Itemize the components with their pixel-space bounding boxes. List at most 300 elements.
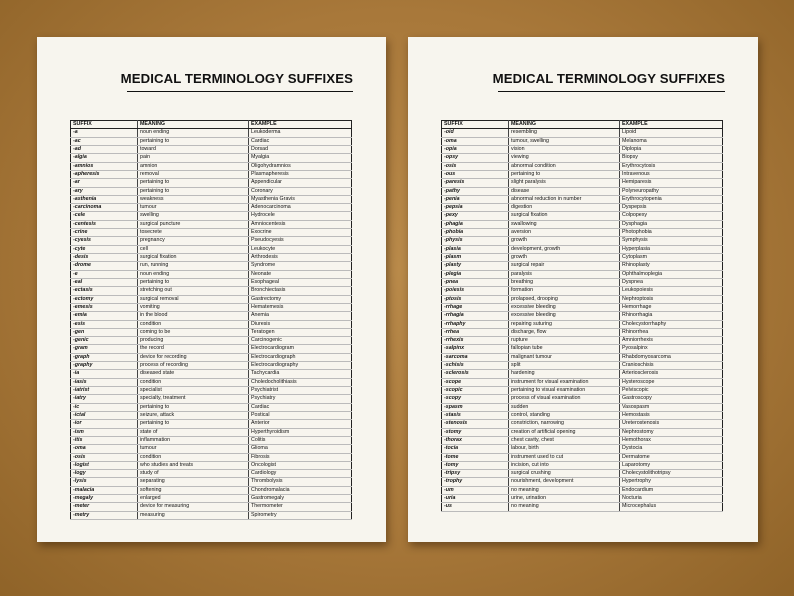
table-row: [442, 486, 723, 494]
meaning-cell: prolapsed, drooping: [509, 295, 620, 303]
suffix-cell: -ous: [442, 170, 509, 178]
table-row: [442, 179, 723, 187]
example-cell: Colpopexy: [620, 212, 723, 220]
example-cell: Amniorrhexis: [620, 337, 723, 345]
suffix-cell: -ictal: [71, 411, 138, 419]
example-cell: Fibrosis: [249, 453, 352, 461]
table-row: [71, 170, 352, 178]
suffix-table: [70, 120, 352, 520]
table-row: [71, 395, 352, 403]
suffix-cell: -pexy: [442, 212, 509, 220]
meaning-cell: inflammation: [138, 436, 249, 444]
example-cell: Anemia: [249, 312, 352, 320]
example-cell: Colitis: [249, 436, 352, 444]
table-row: [71, 420, 352, 428]
table-row: [442, 303, 723, 311]
meaning-cell: surgical crushing: [509, 470, 620, 478]
suffix-cell: -asthenia: [71, 195, 138, 203]
meaning-cell: seizure, attack: [138, 411, 249, 419]
suffix-cell: -plasm: [442, 254, 509, 262]
meaning-cell: pregnancy: [138, 237, 249, 245]
table-row: [442, 320, 723, 328]
suffix-cell: -salpinx: [442, 345, 509, 353]
suffix-cell: -itis: [71, 436, 138, 444]
example-cell: Leukoderma: [249, 129, 352, 137]
meaning-cell: pertaining to: [138, 187, 249, 195]
suffix-cell: -genic: [71, 337, 138, 345]
meaning-cell: disease: [509, 187, 620, 195]
table-row: [442, 229, 723, 237]
example-cell: Exocrine: [249, 229, 352, 237]
example-cell: Erythrocytosis: [620, 162, 723, 170]
meaning-cell: removal: [138, 170, 249, 178]
table-row: [71, 145, 352, 153]
table-row: [71, 453, 352, 461]
table-row: [71, 287, 352, 295]
table-row: [71, 378, 352, 386]
meaning-cell: aversion: [509, 229, 620, 237]
table-row: [71, 436, 352, 444]
example-cell: Dysphagia: [620, 220, 723, 228]
suffix-cell: -rrhaphy: [442, 320, 509, 328]
table-row: [71, 187, 352, 195]
suffix-cell: -cyte: [71, 245, 138, 253]
suffix-cell: -drome: [71, 262, 138, 270]
meaning-cell: separating: [138, 478, 249, 486]
suffix-cell: -uria: [442, 495, 509, 503]
example-cell: Tachycardia: [249, 370, 352, 378]
example-cell: Hyperplasia: [620, 245, 723, 253]
example-cell: Plasmapheresis: [249, 170, 352, 178]
table-row: [71, 445, 352, 453]
table-row: [71, 254, 352, 262]
example-cell: Nocturia: [620, 495, 723, 503]
table-row: [442, 254, 723, 262]
suffix-cell: -ary: [71, 187, 138, 195]
suffix-cell: -esis: [71, 320, 138, 328]
example-cell: Dystocia: [620, 445, 723, 453]
suffix-cell: -centesis: [71, 220, 138, 228]
example-cell: Hemostasis: [620, 411, 723, 419]
suffix-cell: -rrhagia: [442, 312, 509, 320]
suffix-cell: -scopic: [442, 387, 509, 395]
table-row: [71, 362, 352, 370]
table-row: [71, 312, 352, 320]
example-cell: Anterior: [249, 420, 352, 428]
table-row: [71, 129, 352, 137]
meaning-cell: pertaining to: [138, 420, 249, 428]
meaning-cell: repairing suturing: [509, 320, 620, 328]
table-row: [442, 295, 723, 303]
example-cell: Diuresis: [249, 320, 352, 328]
meaning-cell: enlarged: [138, 495, 249, 503]
page-title: MEDICAL TERMINOLOGY SUFFIXES: [492, 71, 725, 86]
table-row: [71, 237, 352, 245]
table-row: [442, 495, 723, 503]
suffix-cell: -amnios: [71, 162, 138, 170]
suffix-cell: -penia: [442, 195, 509, 203]
example-cell: Oligohydramnios: [249, 162, 352, 170]
table-header-row: [71, 121, 352, 129]
example-cell: Cytoplasm: [620, 254, 723, 262]
suffix-cell: -iatrist: [71, 387, 138, 395]
meaning-cell: study of: [138, 470, 249, 478]
table-row: [71, 511, 352, 519]
example-cell: Thrombolysis: [249, 478, 352, 486]
example-cell: Pseudocyesis: [249, 237, 352, 245]
example-cell: Intravenous: [620, 170, 723, 178]
suffix-cell: -opsy: [442, 154, 509, 162]
table-row: [442, 145, 723, 153]
meaning-cell: constriction, narrowing: [509, 420, 620, 428]
meaning-cell: weakness: [138, 195, 249, 203]
suffix-cell: -stenosis: [442, 420, 509, 428]
suffix-cell: -phagia: [442, 220, 509, 228]
meaning-cell: measuring: [138, 511, 249, 519]
example-cell: Hemorrhage: [620, 303, 723, 311]
suffix-cell: -logist: [71, 461, 138, 469]
meaning-cell: tumour: [138, 445, 249, 453]
meaning-cell: growth: [509, 254, 620, 262]
meaning-cell: tumour: [138, 204, 249, 212]
page-title: MEDICAL TERMINOLOGY SUFFIXES: [120, 71, 353, 86]
table-row: [442, 387, 723, 395]
table-row: [442, 353, 723, 361]
meaning-cell: pertaining to visual examination: [509, 387, 620, 395]
title-underline: [127, 91, 353, 92]
example-cell: Carcinogenic: [249, 337, 352, 345]
suffix-cell: -desis: [71, 254, 138, 262]
suffix-cell: -tripsy: [442, 470, 509, 478]
suffix-cell: -stasis: [442, 411, 509, 419]
table-row: [442, 195, 723, 203]
table-row: [442, 154, 723, 162]
example-cell: Choledocholithiasis: [249, 378, 352, 386]
table-row: [71, 353, 352, 361]
suffix-cell: -tomy: [442, 461, 509, 469]
meaning-cell: vomiting: [138, 303, 249, 311]
meaning-cell: pertaining to: [138, 278, 249, 286]
table-header-row: [442, 121, 723, 129]
table-row: [71, 245, 352, 253]
suffix-cell: -oma: [71, 445, 138, 453]
table-row: [442, 420, 723, 428]
suffix-cell: -pathy: [442, 187, 509, 195]
example-cell: Dorsad: [249, 145, 352, 153]
example-cell: Cardiology: [249, 470, 352, 478]
suffix-cell: -graph: [71, 353, 138, 361]
meaning-cell: malignant tumour: [509, 353, 620, 361]
example-cell: Chondromalacia: [249, 486, 352, 494]
suffix-cell: -emesis: [71, 303, 138, 311]
meaning-cell: surgical removal: [138, 295, 249, 303]
table-row: [442, 453, 723, 461]
suffix-cell: -trophy: [442, 478, 509, 486]
table-row: [71, 204, 352, 212]
meaning-cell: discharge, flow: [509, 328, 620, 336]
meaning-cell: amnion: [138, 162, 249, 170]
table-row: [442, 337, 723, 345]
suffix-cell: -meter: [71, 503, 138, 511]
example-cell: Hematemesis: [249, 303, 352, 311]
suffix-cell: -us: [442, 503, 509, 511]
table-row: [71, 503, 352, 511]
table-row: [71, 303, 352, 311]
meaning-cell: softening: [138, 486, 249, 494]
example-cell: Arthrodesis: [249, 254, 352, 262]
suffix-cell: -thorax: [442, 436, 509, 444]
meaning-cell: the record: [138, 345, 249, 353]
suffix-cell: -pnea: [442, 278, 509, 286]
example-cell: Photophobia: [620, 229, 723, 237]
example-cell: Coronary: [249, 187, 352, 195]
example-cell: Ophthalmoplegia: [620, 270, 723, 278]
example-cell: Adenocarcinoma: [249, 204, 352, 212]
example-cell: Gastromegaly: [249, 495, 352, 503]
table-row: [71, 428, 352, 436]
suffix-cell: -ectasis: [71, 287, 138, 295]
suffix-cell: -ectomy: [71, 295, 138, 303]
suffix-cell: -ac: [71, 137, 138, 145]
suffix-cell: -tocia: [442, 445, 509, 453]
meaning-cell: nourishment, development: [509, 478, 620, 486]
meaning-cell: coming to be: [138, 328, 249, 336]
meaning-cell: pertaining to: [138, 137, 249, 145]
example-cell: Nephrostomy: [620, 428, 723, 436]
suffix-cell: -cele: [71, 212, 138, 220]
suffix-cell: -a: [71, 129, 138, 137]
table-row: [442, 162, 723, 170]
meaning-cell: cell: [138, 245, 249, 253]
example-cell: Pelviscopic: [620, 387, 723, 395]
meaning-cell: pertaining to: [138, 179, 249, 187]
table-row: [71, 345, 352, 353]
table-row: [71, 461, 352, 469]
column-header-example: EXAMPLE: [620, 121, 723, 129]
meaning-cell: paralysis: [509, 270, 620, 278]
suffix-cell: -phobia: [442, 229, 509, 237]
table-row: [71, 337, 352, 345]
suffix-cell: -oma: [442, 137, 509, 145]
example-cell: Laparotomy: [620, 461, 723, 469]
meaning-cell: toward: [138, 145, 249, 153]
meaning-cell: resembling: [509, 129, 620, 137]
suffix-cell: -logy: [71, 470, 138, 478]
meaning-cell: who studies and treats: [138, 461, 249, 469]
example-cell: Myalgia: [249, 154, 352, 162]
meaning-cell: excessive bleeding: [509, 312, 620, 320]
suffix-cell: -gen: [71, 328, 138, 336]
table-row: [71, 486, 352, 494]
meaning-cell: abnormal condition: [509, 162, 620, 170]
example-cell: Hyperthyroidism: [249, 428, 352, 436]
example-cell: Cranioschisis: [620, 362, 723, 370]
meaning-cell: abnormal reduction in number: [509, 195, 620, 203]
table-row: [71, 495, 352, 503]
column-header-example: EXAMPLE: [249, 121, 352, 129]
table-row: [442, 370, 723, 378]
suffix-cell: -sclerosis: [442, 370, 509, 378]
suffix-cell: -tome: [442, 453, 509, 461]
meaning-cell: urine, urination: [509, 495, 620, 503]
table-row: [71, 328, 352, 336]
suffix-cell: -malacia: [71, 486, 138, 494]
table-row: [442, 403, 723, 411]
example-cell: Endocardium: [620, 486, 723, 494]
meaning-cell: development, growth: [509, 245, 620, 253]
suffix-cell: -scope: [442, 378, 509, 386]
example-cell: Appendicular: [249, 179, 352, 187]
table-row: [442, 411, 723, 419]
suffix-cell: -physis: [442, 237, 509, 245]
table-row: [442, 187, 723, 195]
example-cell: Diplopia: [620, 145, 723, 153]
column-header-suffix: SUFFIX: [71, 121, 138, 129]
table-row: [442, 278, 723, 286]
table-row: [71, 162, 352, 170]
title-underline: [498, 91, 725, 92]
meaning-cell: split: [509, 362, 620, 370]
table-row: [442, 220, 723, 228]
table-row: [442, 436, 723, 444]
example-cell: Vasospasm: [620, 403, 723, 411]
table-row: [71, 220, 352, 228]
table-row: [442, 470, 723, 478]
meaning-cell: pertaining to: [509, 170, 620, 178]
table-row: [442, 428, 723, 436]
table-row: [71, 154, 352, 162]
example-cell: Rhinoplasty: [620, 262, 723, 270]
suffix-cell: -lysis: [71, 478, 138, 486]
suffix-cell: -sarcoma: [442, 353, 509, 361]
suffix-cell: -cyesis: [71, 237, 138, 245]
suffix-cell: -rrhea: [442, 328, 509, 336]
example-cell: Erythrocytopenia: [620, 195, 723, 203]
table-row: [71, 212, 352, 220]
table-row: [442, 395, 723, 403]
example-cell: Electrocardiogram: [249, 345, 352, 353]
meaning-cell: formation: [509, 287, 620, 295]
table-row: [442, 204, 723, 212]
example-cell: Gastrectomy: [249, 295, 352, 303]
suffix-cell: -ia: [71, 370, 138, 378]
suffix-cell: -metry: [71, 511, 138, 519]
example-cell: Rhinorrhagia: [620, 312, 723, 320]
example-cell: Glioma: [249, 445, 352, 453]
meaning-cell: instrument used to cut: [509, 453, 620, 461]
meaning-cell: swelling: [138, 212, 249, 220]
suffix-cell: -ism: [71, 428, 138, 436]
table-row: [71, 137, 352, 145]
example-cell: Dermatome: [620, 453, 723, 461]
suffix-cell: -carcinoma: [71, 204, 138, 212]
table-row: [442, 287, 723, 295]
table-row: [71, 478, 352, 486]
meaning-cell: breathing: [509, 278, 620, 286]
table-row: [442, 345, 723, 353]
example-cell: Hysteroscope: [620, 378, 723, 386]
suffix-cell: -poiesis: [442, 287, 509, 295]
table-row: [71, 195, 352, 203]
example-cell: Leukocyte: [249, 245, 352, 253]
suffix-cell: -ar: [71, 179, 138, 187]
example-cell: Hydrocele: [249, 212, 352, 220]
example-cell: Postical: [249, 411, 352, 419]
example-cell: Syndrome: [249, 262, 352, 270]
suffix-cell: -ior: [71, 420, 138, 428]
column-header-meaning: MEANING: [138, 121, 249, 129]
table-row: [442, 312, 723, 320]
meaning-cell: control, standing: [509, 411, 620, 419]
example-cell: Myasthenia Gravis: [249, 195, 352, 203]
suffix-cell: -schisis: [442, 362, 509, 370]
suffix-cell: -scopy: [442, 395, 509, 403]
table-row: [442, 503, 723, 511]
example-cell: Dyspnea: [620, 278, 723, 286]
example-cell: Bronchiectasis: [249, 287, 352, 295]
example-cell: Electrocardiography: [249, 362, 352, 370]
suffix-cell: -eal: [71, 278, 138, 286]
table-row: [71, 278, 352, 286]
table-row: [442, 170, 723, 178]
table-row: [442, 129, 723, 137]
example-cell: Hemothorax: [620, 436, 723, 444]
meaning-cell: no meaning: [509, 503, 620, 511]
example-cell: Oncologist: [249, 461, 352, 469]
example-cell: Psychiatry: [249, 395, 352, 403]
meaning-cell: surgical repair: [509, 262, 620, 270]
example-cell: Dyspepsis: [620, 204, 723, 212]
meaning-cell: process of visual examination: [509, 395, 620, 403]
meaning-cell: creation of artificial opening: [509, 428, 620, 436]
meaning-cell: tumour, swelling: [509, 137, 620, 145]
suffix-cell: -rrhexis: [442, 337, 509, 345]
example-cell: Symphysis: [620, 237, 723, 245]
example-cell: Rhinorrhea: [620, 328, 723, 336]
example-cell: Cholecystolithotripsy: [620, 470, 723, 478]
table-row: [442, 245, 723, 253]
table-row: [442, 328, 723, 336]
meaning-cell: in the blood: [138, 312, 249, 320]
example-cell: Psychiatrist: [249, 387, 352, 395]
meaning-cell: pertaining to: [138, 403, 249, 411]
table-row: [71, 229, 352, 237]
meaning-cell: condition: [138, 378, 249, 386]
suffix-cell: -graphy: [71, 362, 138, 370]
meaning-cell: rupture: [509, 337, 620, 345]
table-row: [71, 411, 352, 419]
meaning-cell: viewing: [509, 154, 620, 162]
table-row: [442, 478, 723, 486]
suffix-cell: -emia: [71, 312, 138, 320]
meaning-cell: chest cavity, chest: [509, 436, 620, 444]
suffix-cell: -ad: [71, 145, 138, 153]
suffix-cell: -ic: [71, 403, 138, 411]
meaning-cell: noun ending: [138, 129, 249, 137]
suffix-cell: -um: [442, 486, 509, 494]
meaning-cell: surgical fixation: [138, 254, 249, 262]
suffix-cell: -iatry: [71, 395, 138, 403]
example-cell: Esophageal: [249, 278, 352, 286]
suffix-cell: -plasia: [442, 245, 509, 253]
meaning-cell: stretching out: [138, 287, 249, 295]
example-cell: Polyneuropathy: [620, 187, 723, 195]
table-row: [71, 295, 352, 303]
suffix-cell: -oid: [442, 129, 509, 137]
suffix-cell: -osis: [442, 162, 509, 170]
meaning-cell: condition: [138, 320, 249, 328]
meaning-cell: hardening: [509, 370, 620, 378]
